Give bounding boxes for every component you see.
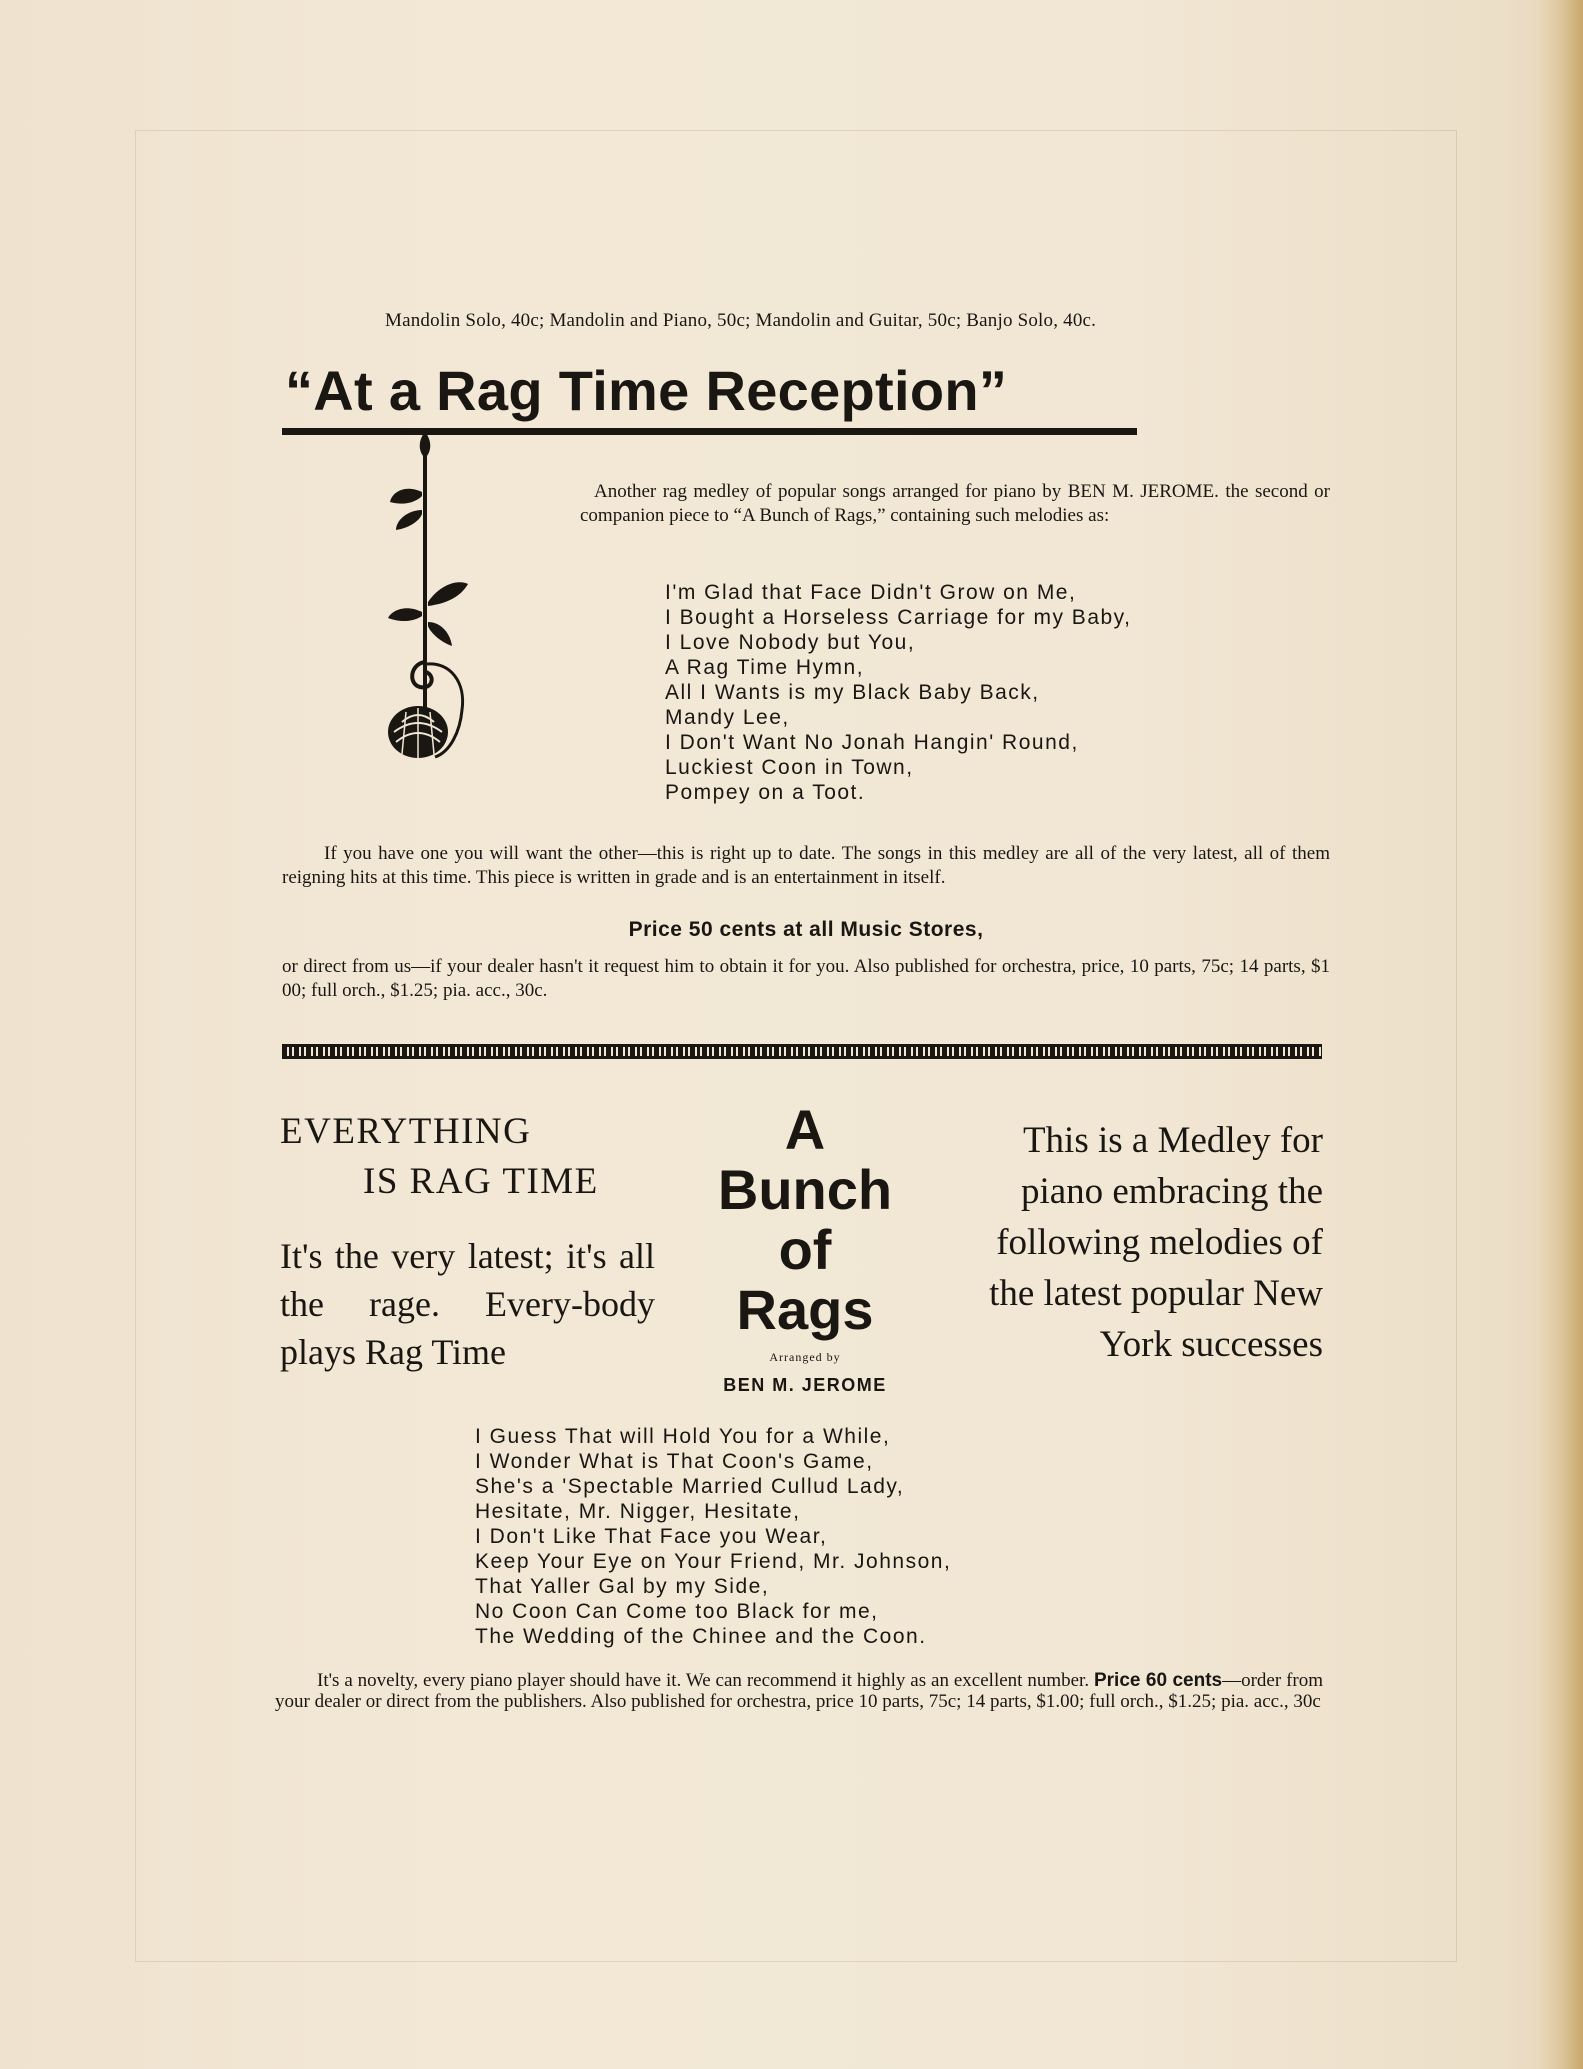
title-line: A [784, 1098, 826, 1161]
reception-title: “At a Rag Time Reception” [285, 359, 1008, 422]
list-item: Pompey on a Toot. [665, 781, 866, 804]
list-item: A Rag Time Hymn, [665, 656, 865, 679]
latest-rage-text: It's the very latest; it's all the rage. Every-body plays Rag Time [280, 1236, 655, 1372]
rag-time-heading: IS RAG TIME [363, 1161, 599, 1202]
list-item: That Yaller Gal by my Side, [475, 1575, 770, 1598]
bunch-of-rags-title [690, 1100, 920, 1340]
list-item: The Wedding of the Chinee and the Coon. [475, 1625, 927, 1648]
list-item: Mandy Lee, [665, 706, 790, 729]
arranged-by-label: Arranged by [769, 1350, 841, 1364]
list-item: I Don't Like That Face you Wear, [475, 1525, 828, 1548]
list-item: I'm Glad that Face Didn't Grow on Me, [665, 581, 1077, 604]
reception-intro: Another rag medley of popular songs arranged for piano by BEN M. JEROME. the second or companion piece to “A Bunch of Rags,” containing such melodies as: [580, 481, 1330, 526]
bunch-closing-text: It's a novelty, every piano player should have it. We can recommend it highly as an excellent number. Price 60 cents—order from your dealer or direct from the publishers. Also published for orchestra, price 10 parts, 75c; 14 parts, $1.00; full orch., $1.25; pia. acc., 30c [275, 1670, 1324, 1712]
reception-order-text: or direct from us—if your dealer hasn't it request him to obtain it for you. Also published for orchestra, price, 10 parts, 75c; 14 parts, $1 00; full orch., $1.25; pia. acc., 30c. [282, 956, 1330, 1001]
list-item: I Guess That will Hold You for a While, [475, 1425, 891, 1448]
list-item: Hesitate, Mr. Nigger, Hesitate, [475, 1500, 801, 1523]
rose-vine-ornament-icon [380, 432, 470, 782]
title-line: Rags [736, 1278, 874, 1341]
reception-price-heading: Price 50 cents at all Music Stores, [628, 918, 984, 941]
title-line: of [778, 1218, 832, 1281]
list-item: I Don't Want No Jonah Hangin' Round, [665, 731, 1079, 754]
list-item: She's a 'Spectable Married Cullud Lady, [475, 1475, 905, 1498]
title-line: Bunch [717, 1158, 893, 1221]
list-item: I Love Nobody but You, [665, 631, 916, 654]
list-item: All I Wants is my Black Baby Back, [665, 681, 1040, 704]
medley-description: This is a Medley for piano embracing the following melodies of the latest popular New York successes [989, 1120, 1323, 1365]
aged-page-edge [1541, 0, 1583, 2069]
reception-description: If you have one you will want the other—this is right up to date. The songs in this medley are all of the very latest, all of them reigning hits at this time. This piece is written in grade and is an entertainment in itself. [282, 843, 1330, 888]
list-item: No Coon Can Come too Black for me, [475, 1600, 879, 1623]
list-item: I Bought a Horseless Carriage for my Baby, [665, 606, 1132, 629]
reception-song-list [665, 580, 1131, 805]
divider-top-line [282, 1044, 1322, 1047]
list-item: Keep Your Eye on Your Friend, Mr. Johnson, [475, 1550, 952, 1573]
list-item: Luckiest Coon in Town, [665, 756, 914, 779]
bunch-song-list [475, 1424, 951, 1649]
instrument-prices: Mandolin Solo, 40c; Mandolin and Piano, 50c; Mandolin and Guitar, 50c; Banjo Solo, 40c. [385, 310, 1097, 331]
closing-price: Price 60 cents [1093, 1670, 1223, 1691]
list-item: I Wonder What is That Coon's Game, [475, 1450, 874, 1473]
divider-bottom-line [282, 1056, 1322, 1059]
decorative-divider [282, 1047, 1322, 1056]
everything-heading: EVERYTHING [280, 1111, 532, 1152]
composer-name: BEN M. JEROME [723, 1375, 887, 1395]
